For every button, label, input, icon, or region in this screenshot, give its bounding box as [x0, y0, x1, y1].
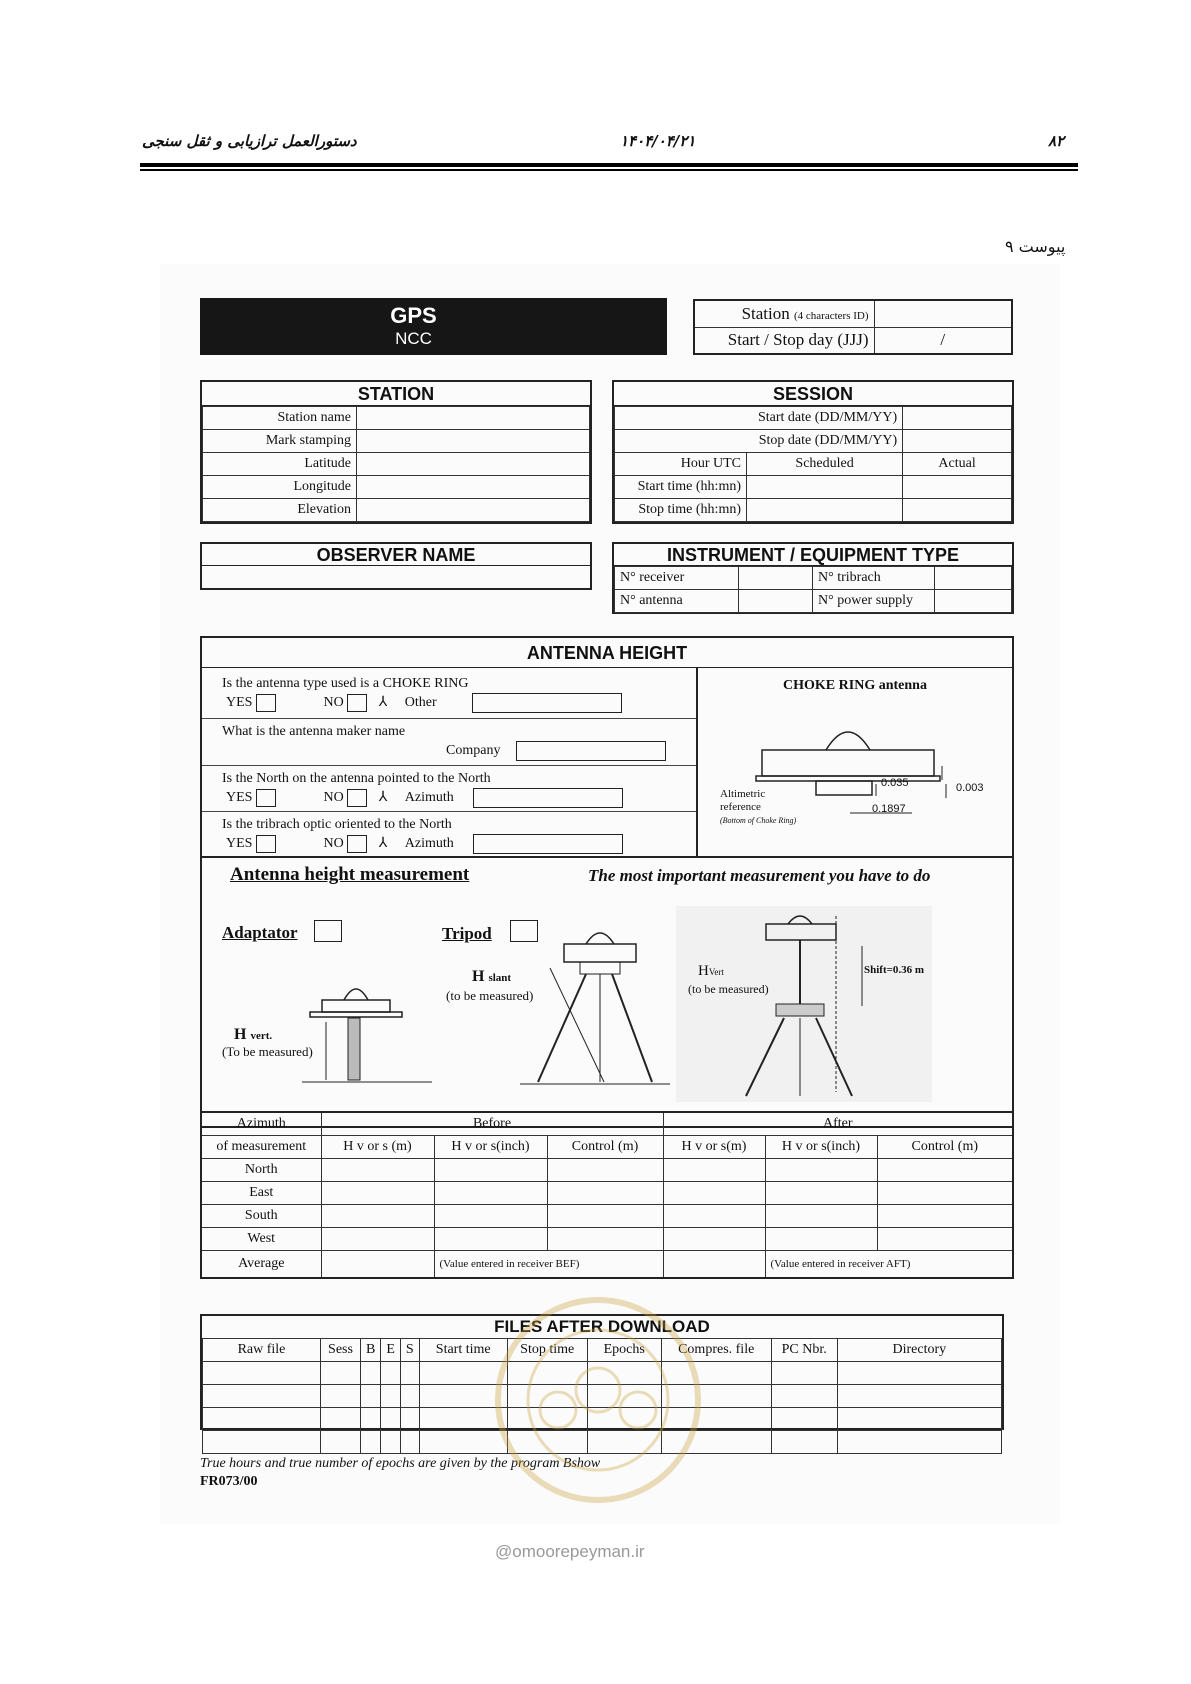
instrument-section — [612, 542, 1014, 614]
power-field[interactable] — [935, 590, 1012, 613]
dim-01897: 0.1897 — [872, 803, 906, 815]
aft-note: (Value entered in receiver AFT) — [770, 1257, 911, 1270]
instrument-title: INSTRUMENT / EQUIPMENT TYPE — [614, 544, 1012, 566]
col-control-before: Control (m) — [547, 1135, 663, 1158]
actual-label: Actual — [903, 453, 1012, 476]
startstop-label: Start / Stop day (JJJ) — [694, 327, 874, 354]
col-sess: Sess — [321, 1339, 361, 1362]
adaptator-checkbox[interactable] — [314, 920, 342, 942]
col-directory: Directory — [837, 1339, 1001, 1362]
files-note: True hours and true number of epochs are given by the program Bshow — [200, 1456, 601, 1471]
row-average: Average (Value entered in receiver BEF) (Value entered in receiver AFT) — [201, 1250, 1013, 1278]
station-section — [200, 380, 592, 524]
q4-yes-checkbox[interactable] — [256, 835, 276, 853]
observer-title: OBSERVER NAME — [202, 544, 590, 566]
choke-ring-title: CHOKE RING antenna — [783, 678, 927, 693]
col-start-time: Start time — [419, 1339, 507, 1362]
form-code: FR073/00 — [200, 1474, 258, 1489]
header-rule-thin — [140, 169, 1078, 171]
q3-options: YES NO ⅄ Azimuth — [226, 788, 623, 808]
session-section — [612, 380, 1014, 524]
col-hvs-inch-before: H v or s(inch) — [434, 1135, 547, 1158]
stop-date-label: Stop date (DD/MM/YY) — [615, 430, 903, 453]
banner-subtitle: NCC — [395, 329, 432, 348]
antenna-field[interactable] — [739, 590, 813, 613]
h-slant-note: (to be measured) — [446, 988, 534, 1003]
bef-note: (Value entered in receiver BEF) — [439, 1257, 580, 1270]
tribrach-label: N° tribrach — [813, 567, 935, 590]
observer-section — [200, 542, 592, 590]
header-rule-thick — [140, 163, 1078, 167]
q3-arrow-icon: ⅄ — [378, 790, 388, 806]
watermark-seal — [488, 1290, 708, 1510]
shift-label: Shift=0.36 m — [864, 964, 925, 976]
q3-azimuth-field[interactable] — [473, 788, 623, 808]
col-b: B — [361, 1339, 381, 1362]
station-id-field[interactable] — [874, 300, 1012, 327]
q4-label: Is the tribrach optic oriented to the North — [222, 817, 452, 832]
session-title: SESSION — [614, 382, 1012, 406]
station-title: STATION — [202, 382, 590, 406]
antenna-height-section — [200, 636, 1014, 1128]
dim-0035: 0.035 — [881, 777, 909, 789]
longitude-field[interactable] — [357, 476, 590, 499]
longitude-label: Longitude — [203, 476, 357, 499]
average-after-field[interactable] — [663, 1250, 765, 1278]
col-stop-time: Stop time — [507, 1339, 587, 1362]
q1-no-checkbox[interactable] — [347, 694, 367, 712]
appendix-label: پیوست ۹ — [1005, 237, 1066, 256]
q1-options: YES NO ⅄ Other — [226, 693, 622, 713]
start-date-field[interactable] — [903, 407, 1012, 430]
azimuth-header: Azimuth — [201, 1112, 321, 1135]
of-measurement-header: of measurement — [201, 1135, 321, 1158]
stop-date-field[interactable] — [903, 430, 1012, 453]
h-vert2-note: (to be measured) — [688, 982, 769, 996]
company-field[interactable] — [516, 741, 666, 761]
col-control-after: Control (m) — [877, 1135, 1013, 1158]
q3-yes-checkbox[interactable] — [256, 789, 276, 807]
watermark-text: @omoorepeyman.ir — [495, 1542, 645, 1561]
measurement-title: Antenna height measurement — [230, 864, 470, 885]
row-north: North — [201, 1158, 1013, 1181]
tribrach-field[interactable] — [935, 567, 1012, 590]
q1-arrow-icon: ⅄ — [378, 695, 388, 711]
station-name-label: Station name — [203, 407, 357, 430]
h-vert-note: (To be measured) — [222, 1044, 313, 1059]
gps-banner — [200, 298, 667, 355]
stop-time-label: Stop time (hh:mn) — [615, 499, 747, 522]
receiver-field[interactable] — [739, 567, 813, 590]
dim-0003: 0.003 — [956, 782, 984, 794]
q1-other-field[interactable] — [472, 693, 622, 713]
measurement-subtitle: The most important measurement you have to do — [588, 866, 931, 885]
h-slant-label: H slant — [472, 968, 512, 985]
latitude-field[interactable] — [357, 453, 590, 476]
col-s: S — [400, 1339, 419, 1362]
scheduled-label: Scheduled — [747, 453, 903, 476]
col-e: E — [381, 1339, 401, 1362]
mark-stamping-label: Mark stamping — [203, 430, 357, 453]
files-title: FILES AFTER DOWNLOAD — [494, 1317, 710, 1336]
start-time-scheduled[interactable] — [747, 476, 903, 499]
after-header: After — [663, 1112, 1013, 1135]
row-east: East — [201, 1181, 1013, 1204]
header-doc-title: دستورالعمل ترازیابی و ثقل سنجی — [142, 132, 357, 150]
col-hvs-inch-after: H v or s(inch) — [765, 1135, 877, 1158]
startstop-field[interactable]: / — [874, 327, 1012, 354]
q3-no-checkbox[interactable] — [347, 789, 367, 807]
elevation-field[interactable] — [357, 499, 590, 522]
col-epochs: Epochs — [587, 1339, 661, 1362]
tripod-slant-diagram — [520, 908, 670, 1098]
before-header: Before — [321, 1112, 663, 1135]
azimuth-table — [200, 1111, 1014, 1279]
power-label: N° power supply — [813, 590, 935, 613]
h-vert2-label: HVert — [698, 963, 724, 979]
start-time-actual[interactable] — [903, 476, 1012, 499]
col-hvs-m-after: H v or s(m) — [663, 1135, 765, 1158]
q2-label: What is the antenna maker name — [222, 724, 406, 739]
q4-options: YES NO ⅄ Azimuth — [226, 834, 623, 854]
col-raw-file: Raw file — [203, 1339, 321, 1362]
hour-utc-label: Hour UTC — [615, 453, 747, 476]
q4-azimuth-field[interactable] — [473, 834, 623, 854]
antenna-height-title: ANTENNA HEIGHT — [202, 638, 1012, 668]
banner-title: GPS — [390, 303, 437, 328]
tripod-vertical-diagram — [676, 906, 932, 1102]
q4-arrow-icon: ⅄ — [378, 836, 388, 852]
antenna-label: N° antenna — [615, 590, 739, 613]
elevation-label: Elevation — [203, 499, 357, 522]
start-time-label: Start time (hh:mn) — [615, 476, 747, 499]
q4-no-checkbox[interactable] — [347, 835, 367, 853]
col-compres-file: Compres. file — [661, 1339, 771, 1362]
altimetric-reference: Altimetric reference (Bottom of Choke Ring) — [720, 788, 797, 825]
station-id-label: Station (4 characters ID) — [694, 300, 874, 327]
station-id-table — [693, 299, 1013, 355]
at-icon: @ — [495, 1542, 513, 1561]
row-south: South — [201, 1204, 1013, 1227]
average-before-field[interactable] — [321, 1250, 434, 1278]
col-pc-nbr: PC Nbr. — [771, 1339, 837, 1362]
col-hvs-m-before: H v or s (m) — [321, 1135, 434, 1158]
observer-name-field[interactable] — [202, 566, 590, 588]
page-number: ۸۲ — [1048, 132, 1065, 150]
adaptator-label: Adaptator — [222, 923, 298, 942]
choke-ring-diagram — [698, 698, 1012, 854]
h-vert-label: H vert. — [234, 1026, 273, 1043]
latitude-label: Latitude — [203, 453, 357, 476]
header-date: ۱۴۰۴/۰۴/۲۱ — [620, 132, 696, 150]
receiver-label: N° receiver — [615, 567, 739, 590]
q1-yes-checkbox[interactable] — [256, 694, 276, 712]
q3-label: Is the North on the antenna pointed to the North — [222, 771, 491, 786]
start-date-label: Start date (DD/MM/YY) — [615, 407, 903, 430]
mark-stamping-field[interactable] — [357, 430, 590, 453]
q1-label: Is the antenna type used is a CHOKE RING — [222, 676, 469, 691]
stop-time-scheduled[interactable] — [747, 499, 903, 522]
station-name-field[interactable] — [357, 407, 590, 430]
tripod1-label: Tripod — [442, 924, 492, 943]
stop-time-actual[interactable] — [903, 499, 1012, 522]
adaptator-diagram — [302, 978, 432, 1094]
row-west: West — [201, 1227, 1013, 1250]
q2-company: Company — [446, 741, 666, 761]
